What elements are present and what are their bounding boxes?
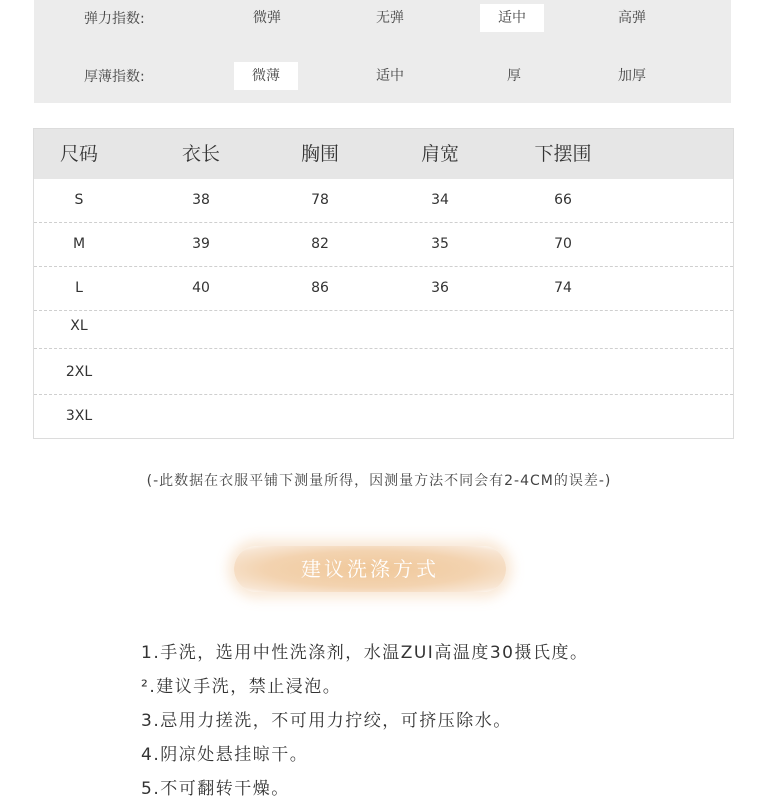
cell-hem: 74 [554, 280, 572, 296]
table-row [34, 349, 733, 395]
cell-size: L [75, 280, 83, 296]
attribute-panel [34, 0, 731, 103]
thickness-label: 厚薄指数: [84, 69, 145, 85]
wash-instructions-list [141, 636, 701, 806]
cell-hem: 66 [554, 192, 572, 208]
list-item: 4.阴凉处悬挂晾干。 [141, 745, 309, 765]
cell-shoulder: 35 [431, 236, 449, 252]
cell-chest: 82 [311, 236, 329, 252]
elasticity-option-none: 无弹 [376, 10, 404, 26]
list-item: 3.忌用力搓洗，不可用力拧绞，可挤压除水。 [141, 711, 512, 731]
thickness-row [34, 62, 731, 92]
wash-banner [234, 546, 506, 592]
measurement-note: (-此数据在衣服平铺下测量所得，因测量方法不同会有2-4CM的误差-) [146, 473, 612, 489]
table-header [34, 129, 733, 179]
thickness-option-medium: 适中 [376, 68, 404, 84]
elasticity-option-slight: 微弹 [253, 10, 281, 26]
cell-shoulder: 34 [431, 192, 449, 208]
list-item: 1.手洗，选用中性洗涤剂，水温ZUI高温度30摄氏度。 [141, 643, 589, 663]
list-item: ².建议手洗，禁止浸泡。 [141, 677, 342, 697]
cell-size: S [74, 192, 84, 208]
header-shoulder: 肩宽 [420, 143, 459, 165]
cell-length: 39 [192, 236, 210, 252]
elasticity-label: 弹力指数: [84, 11, 145, 27]
cell-hem: 70 [554, 236, 572, 252]
cell-shoulder: 36 [431, 280, 449, 296]
thickness-option-extra-thick: 加厚 [618, 68, 646, 84]
cell-size: XL [70, 318, 88, 334]
elasticity-row [34, 4, 731, 34]
cell-chest: 86 [311, 280, 329, 296]
size-table [33, 128, 734, 439]
cell-size: 2XL [65, 364, 93, 380]
table-row [34, 395, 733, 438]
wash-title: 建议洗涤方式 [301, 557, 439, 581]
header-length: 衣长 [181, 143, 220, 165]
header-size: 尺码 [59, 143, 98, 165]
cell-size: M [72, 236, 86, 252]
elasticity-option-medium-selected: 适中 [480, 4, 544, 32]
cell-length: 40 [192, 280, 210, 296]
list-item: 5.不可翻转干燥。 [141, 779, 290, 799]
thickness-option-thin-selected: 微薄 [234, 62, 298, 90]
header-chest: 胸围 [300, 143, 339, 165]
table-row [34, 223, 733, 267]
cell-size: 3XL [65, 408, 93, 424]
elasticity-option-high: 高弹 [618, 10, 646, 26]
header-hem: 下摆围 [534, 143, 592, 165]
table-row [34, 179, 733, 223]
cell-length: 38 [192, 192, 210, 208]
thickness-option-thick: 厚 [507, 68, 521, 84]
table-row [34, 303, 733, 349]
cell-chest: 78 [311, 192, 329, 208]
